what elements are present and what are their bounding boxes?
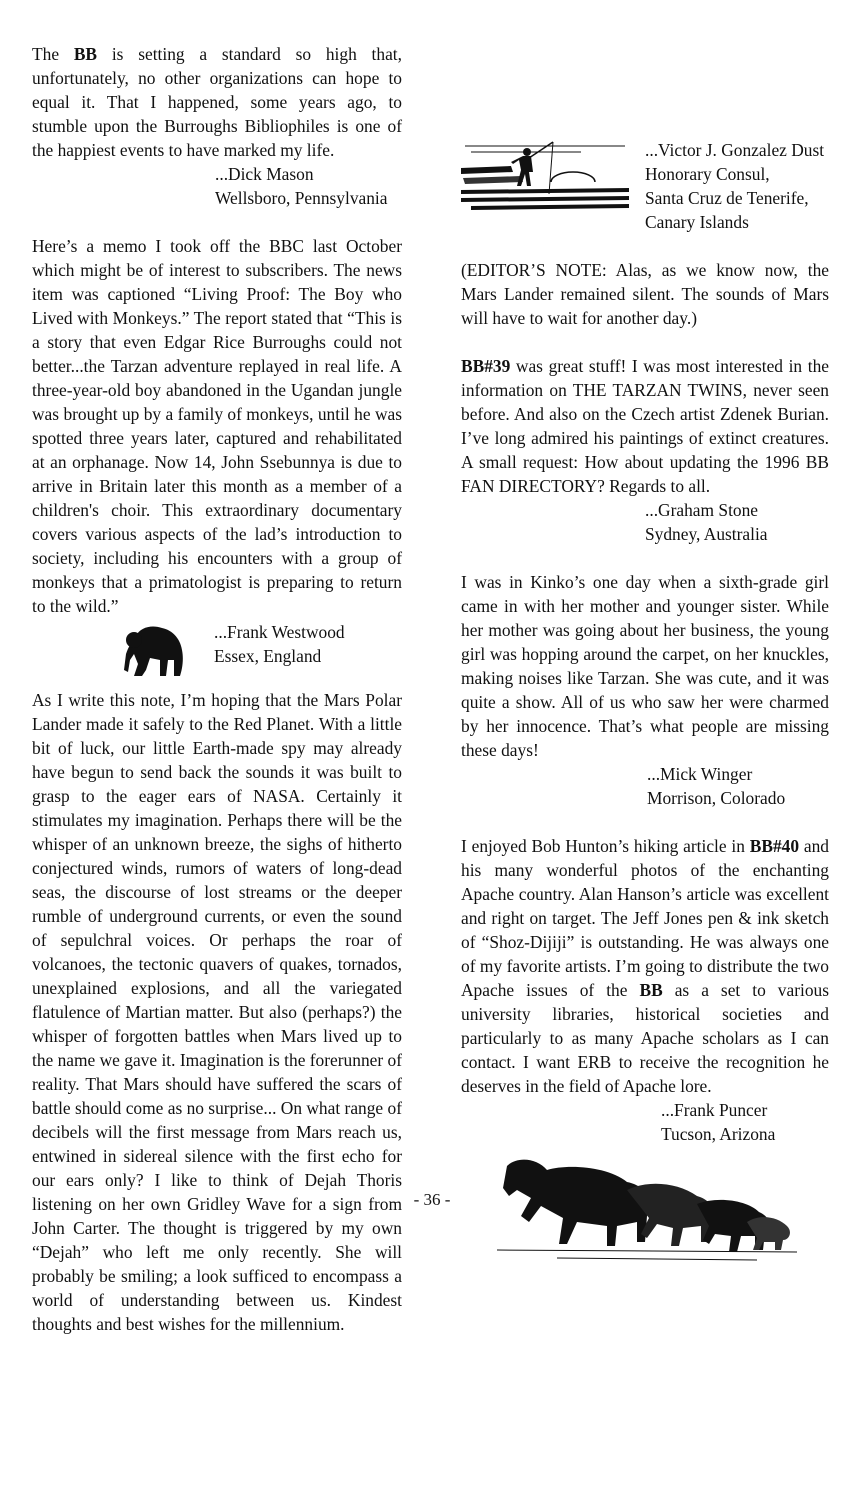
text: I enjoyed Bob Hunton’s hiking article in [461,836,750,856]
signature-row [461,138,829,234]
signature-location: Sydney, Australia [645,524,768,544]
signature-name: ...Mick Winger [647,764,753,784]
signature-name: ...Frank Puncer [661,1100,768,1120]
text: The [32,44,74,64]
letter-victor-gonzalez-part2 [461,42,829,234]
signature-location: Morrison, Colorado [647,788,786,808]
signature-name: ...Victor J. Gonzalez Dust [645,140,825,160]
signature-location: Wellsboro, Pennsylvania [215,188,388,208]
signature [215,162,402,210]
letter-body: As I write this note, I’m hoping that the Mars Polar Lander made it safely to the Red Planet. With a little bit of luck, our little Earth-made spy may already have begun to send back the sounds it was built to grasp to the eager ears of NASA. Certainly it stimulates my imagination. Perhaps there will be the whisper of an unknown breeze, the sighs of hitherto conjectured winds, rumors of waters of long-dead seas, the discourse of lost streams or the deeper rumble of underground currents, or even the sound of sepulchral voices. Or perhaps the roar of volcanoes, the tectonic quavers of quakes, tornados, unexplained explosions, and all the variegated flatulence of Martian matter. But also (perhaps?) the whisper of forgotten battles when Mars lived up to the name we gave it. Imagination is the forerunner of reality. That Mars should have suffered the scars of battle should come as no surprise... On what range of decibels will the first message from Mars reach us, entwined in sidereal silence with the first echo for our ears only? I like to think of Dejah Thoris listening on her own Gridley Wave for a sign from John Carter. The thought is triggered by my own “Dejah” who left me only recently. She will probably be smiling; a look sufficed to encompass a world of understanding between us. Kindest thoughts and best wishes for the millennium. [32,690,402,1334]
signature-location: Santa Cruz de Tenerife, [645,188,809,208]
signature-name: ...Dick Mason [215,164,314,184]
text: as a set to various university libraries, historical societies and particularly to as many Apache scholars as I can contact. I want ERB to receive the recognition he deserves in the field of Apache lore. [461,980,830,1096]
page-number: - 36 - [413,1190,451,1209]
chimpanzee-illustration-icon [120,620,192,678]
signature-region: Canary Islands [645,212,749,232]
letter-frank-westwood [32,234,402,678]
bold-text: BB [73,44,98,64]
letter-graham-stone [461,354,829,546]
left-column [32,42,402,1504]
signature [661,1098,829,1146]
letter-victor-gonzalez-part1 [32,688,402,1504]
signature-row [32,620,402,678]
letter-dick-mason [32,42,402,210]
signature-location: Essex, England [214,646,322,666]
bold-text: BB#39 [461,356,511,376]
bold-text: BB [639,980,663,1000]
signature-title: Honorary Consul, [645,164,770,184]
right-column [461,42,829,1264]
text: and his many wonderful photos of the enchanting Apache country. Alan Hanson’s article was excellent and right on target. The Jeff Jones pen & ink sketch of “Shoz-Dijiji” is outstanding. He was always one of my favorite artists. I’m going to distribute the two Apache issues of the [461,836,829,1000]
bold-text: BB#40 [749,836,800,856]
letter-mick-winger [461,570,829,810]
letter-body: I was in Kinko’s one day when a sixth-grade girl came in with her mother and younger sister. While her mother was going about her business, the young girl was hopping around the carpet, on her knuckles, making noises like Tarzan. She was cute, and it was quite a show. All of us who saw her were charmed by her innocence. That’s what people are missing these days! [461,572,829,760]
signature-name: ...Graham Stone [645,500,759,520]
signature-name: ...Frank Westwood [214,622,345,642]
signature [214,620,345,668]
editor-note-text: (EDITOR’S NOTE: Alas, as we know now, the Mars Lander remained silent. The sounds of Mars will have to wait for another day.) [461,260,829,328]
text: was great stuff! I was most interested in the information on THE TARZAN TWINS, never seen before. And also on the Czech artist Zdenek Burian. I’ve long admired his paintings of extinct creatures. A small request: How about updating the 1996 BB FAN DIRECTORY? Regards to all. [461,356,829,496]
letter-body [461,354,829,498]
letter-body [461,834,829,1098]
editor-note [461,258,829,330]
signature [645,138,824,234]
text: is setting a standard so high that, unfortunately, no other organizations can hope to equal it. That I happened, some years ago, to stumble upon the Burroughs Bibliophiles is one of the happiest events to have marked my life. [32,44,402,160]
letter-body-continued [461,42,829,138]
signature [645,498,829,546]
signature [647,762,829,810]
signature-location: Tucson, Arizona [661,1124,776,1144]
fisherman-illustration-icon [461,138,629,212]
letter-body: Here’s a memo I took off the BBC last October which might be of interest to subscribers. The news item was captioned “Living Proof: The Boy who Lived with Monkeys.” The report stated that “This is a story that even Edgar Rice Burroughs could not better...the Tarzan adventure replayed in real life. A three-year-old boy abandoned in the Ugandan jungle was brought up by a family of monkeys, until he was spotted three years later, captured and rehabilitated at an orphanage. Now 14, John Ssebunnya is due to arrive in Britain later this month as a member of a children's choir. This extraordinary documentary covers various aspects of the lad’s introduction to society, including his encounters with a group of monkeys that a primatologist is preparing to return to the wild.” [32,236,402,616]
letter-body [32,42,402,162]
